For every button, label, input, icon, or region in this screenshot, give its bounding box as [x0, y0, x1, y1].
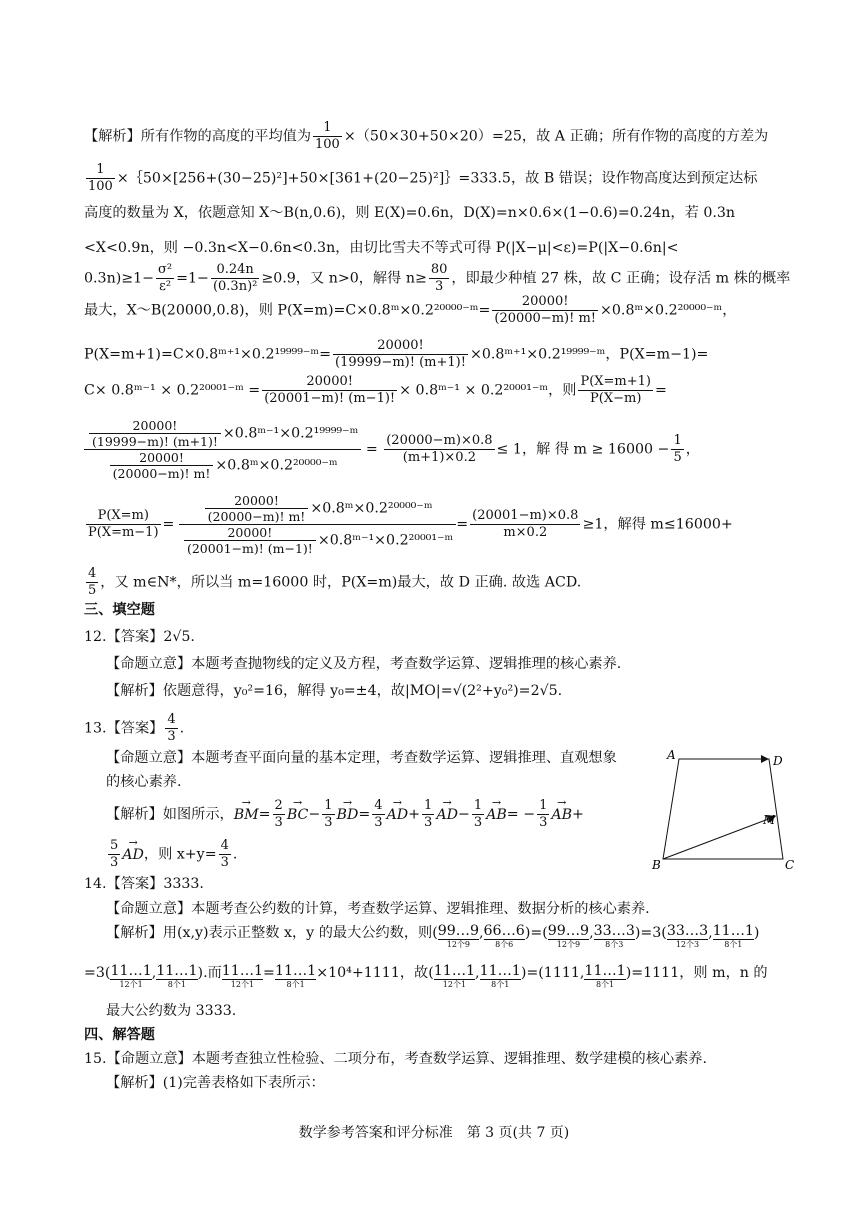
- fraction: $\frac{20000!}{(19999-m)! (m+1)!}$: [335, 338, 466, 370]
- analysis-line-4: <X<0.9n，则 −0.3n<X−0.6n<0.3n，由切比雪夫不等式可得 P(|X−μ|<ε)=P(|X−0.6n|<: [84, 240, 679, 256]
- analysis-line-11: $\frac{4}{5}$ ，又 m∈N*，所以当 m=16000 时，P(X=m)最大，故 D 正确. 故选 ACD.: [88, 566, 582, 598]
- analysis-line-9: $\frac{20000!}{(19999-m)! (m+1)!}$ ×0.8ᵐ⁻¹×0.2¹⁹⁹⁹⁹⁻ᵐ $\frac{20000!}{(20000-m)! m!}$ ×0.8ᵐ×0.2²⁰⁰⁰⁰⁻ᵐ = $\frac{(20000-m)\times 0.8}{(m+1)\times 0.2}$ ≤ 1，解 得 m ≥ 16000 − $\frac{1}{5}$ ，: [84, 418, 700, 481]
- q13-analysis-1: 【解析】如图所示，→ BM= $\frac{2}{3}$ → BC− $\frac{1}{3}$ → BD= $\frac{4}{3}$ → AD+ $\frac{1}{3}$ → AD− $\frac{1}{3}$ → AB= − $\frac{1}{3}$ → AB+: [106, 798, 584, 831]
- label-a: A: [667, 748, 676, 762]
- q15-analysis: 【解析】(1)完善表格如下表所示：: [106, 1075, 325, 1091]
- analysis-line-3: 高度的数量为 X，依题意知 X～B(n,0.6)，则 E(X)=0.6n，D(X)=n×0.6×(1−0.6)=0.24n，若 0.3n: [84, 205, 736, 221]
- label-b: B: [652, 858, 661, 872]
- fraction: $\frac{1}{100}$: [315, 120, 340, 152]
- analysis-line-6: 最大，X～B(20000,0.8)，则 P(X=m)=C×0.8ᵐ×0.2²⁰⁰⁰⁰⁻ᵐ= $\frac{20000!}{(20000-m)! m!}$ ×0.8ᵐ×0.2²⁰⁰⁰⁰⁻ᵐ，: [84, 294, 737, 326]
- fraction: $\frac{20000!}{(20000-m)! m!}$: [494, 294, 597, 326]
- label-d: D: [773, 754, 783, 768]
- q13-intent-1: 【命题立意】本题考查平面向量的基本定理，考查数学运算、逻辑推理、直观想象: [106, 750, 617, 766]
- section-heading-fill-in: 三、填空题: [84, 602, 155, 618]
- analysis-line-1: 【解析】所有作物的高度的平均值为 $\frac{1}{100}$ ×（50×30+50×20）=25，故 A 正确；所有作物的高度的方差为: [84, 120, 769, 152]
- fraction: $\frac{4}{3}$: [167, 712, 176, 744]
- q14-analysis-3: 最大公约数为 3333.: [106, 1003, 237, 1019]
- trapezoid-figure: [652, 745, 795, 875]
- analysis-line-5: 0.3n)≥1− $\frac{\text{σ²}}{\text{ε²}}$ =1− $\frac{0.24n}{\text{(0.3n)²}}$ ≥0.9，又 n>0，解得 n≥ $\frac{80}{3}$ ，即最少种植 27 株，故 C 正确；设存活 m 株的概率: [84, 262, 791, 294]
- q13-answer: 13.【答案】 $\frac{4}{3}$ .: [84, 712, 185, 744]
- fraction: $\frac{P(X=m+1)}{P(X-m)}$: [580, 374, 651, 406]
- compound-fraction: $\frac{20000!}{(20000-m)! m!}$ ×0.8ᵐ×0.2²⁰⁰⁰⁰⁻ᵐ $\frac{20000!}{(20001-m)! (m-1)!}$ ×0.8ᵐ⁻¹×0.2²⁰⁰⁰¹⁻ᵐ: [179, 493, 456, 556]
- fraction: $\frac{0.24n}{\text{(0.3n)²}}$: [212, 262, 258, 294]
- analysis-line-10: $\frac{P(X=m)}{P(X=m-1)}$ = $\frac{20000!}{(20000-m)! m!}$ ×0.8ᵐ×0.2²⁰⁰⁰⁰⁻ᵐ $\frac{20000!}{(20001-m)! (m-1)!}$ ×0.8ᵐ⁻¹×0.2²⁰⁰⁰¹⁻ᵐ = $\frac{(20001-m)\times 0.8}{m\times 0.2}$ ≥1，解得 m≤16000+: [88, 493, 733, 556]
- fraction: $\frac{20000!}{(20001-m)! (m-1)!}$: [264, 374, 396, 406]
- fraction: $\frac{(20000-m)\times 0.8}{(m+1)\times 0.2}$: [386, 433, 493, 465]
- vector-bm: [663, 818, 771, 859]
- q13-analysis-2: $\frac{5}{3}$ → AD，则 x+y= $\frac{4}{3}$ .: [106, 838, 237, 871]
- compound-fraction: $\frac{20000!}{(19999-m)! (m+1)!}$ ×0.8ᵐ⁻¹×0.2¹⁹⁹⁹⁹⁻ᵐ $\frac{20000!}{(20000-m)! m!}$ ×0.8ᵐ×0.2²⁰⁰⁰⁰⁻ᵐ: [84, 418, 361, 481]
- fraction: $\frac{1}{5}$: [673, 433, 682, 465]
- analysis-line-7: P(X=m+1)=C×0.8ᵐ⁺¹×0.2¹⁹⁹⁹⁹⁻ᵐ= $\frac{20000!}{(19999-m)! (m+1)!}$ ×0.8ᵐ⁺¹×0.2¹⁹⁹⁹⁹⁻ᵐ，P(X=m−1)=: [84, 338, 709, 370]
- fraction: $\frac{4}{5}$: [88, 566, 97, 598]
- q14-analysis-1: 【解析】用(x,y)表示正整数 x，y 的最大公约数，则( 99…9 12个9 , 66…6 8个6 )=( 99…9 12个9 , 33…3 8个3 )=3( 33…3 12个3 , 11…1 8个1 ): [106, 923, 760, 949]
- q14-analysis-2: =3( 11…1 12个1 , 11…1 8个1 ).而 11…1 12个1 = 11…1 8个1 ×10⁴+1111，故( 11…1 12个1 , 11…1 8个1 )=(1111, 11…1 8个1 )=1111，则 m，n 的: [84, 963, 768, 989]
- q12-answer: 12.【答案】2√5.: [84, 629, 195, 645]
- fraction: $\frac{80}{3}$: [430, 262, 448, 294]
- page-footer: 数学参考答案和评分标准 第 3 页(共 7 页): [298, 1125, 570, 1141]
- label-c: C: [785, 858, 795, 872]
- fraction: $\frac{P(X=m)}{P(X=m-1)}$: [88, 508, 159, 540]
- q14-answer: 14.【答案】3333.: [84, 876, 204, 892]
- q12-intent: 【命题立意】本题考查抛物线的定义及方程，考查数学运算、逻辑推理的核心素养.: [106, 656, 622, 672]
- fraction: $\frac{1}{100}$: [88, 162, 113, 194]
- arrow-ad: [761, 755, 769, 763]
- analysis-line-2: $\frac{1}{100}$ ×｛50×[256+(30−25)²]+50×[361+(20−25)²]｝=333.5，故 B 错误；设作物高度达到预定达标: [88, 162, 758, 194]
- analysis-line-8: C× 0.8ᵐ⁻¹ × 0.2²⁰⁰⁰¹⁻ᵐ = $\frac{20000!}{(20001-m)! (m-1)!}$ × 0.8ᵐ⁻¹ × 0.2²⁰⁰⁰¹⁻ᵐ，则 $\frac{P(X=m+1)}{P(X-m)}$ =: [84, 374, 667, 406]
- q13-intent-2: 的核心素养.: [106, 774, 182, 790]
- section-heading-solve: 四、解答题: [84, 1027, 155, 1043]
- fraction: $\frac{\text{σ²}}{\text{ε²}}$: [158, 262, 173, 294]
- trapezoid-abcd: [663, 759, 783, 859]
- fraction: $\frac{(20001-m)\times 0.8}{m\times 0.2}$: [472, 508, 579, 540]
- q15-intent: 15.【命题立意】本题考查独立性检验、二项分布，考查数学运算、逻辑推理、数学建模的核心素养.: [84, 1051, 707, 1067]
- q14-intent: 【命题立意】本题考查公约数的计算，考查数学运算、逻辑推理、数据分析的核心素养.: [106, 901, 650, 917]
- label-m: M: [763, 813, 776, 827]
- q12-analysis: 【解析】依题意得，y₀²=16，解得 y₀=±4，故|MO|=√(2²+y₀²)=2√5.: [106, 683, 563, 699]
